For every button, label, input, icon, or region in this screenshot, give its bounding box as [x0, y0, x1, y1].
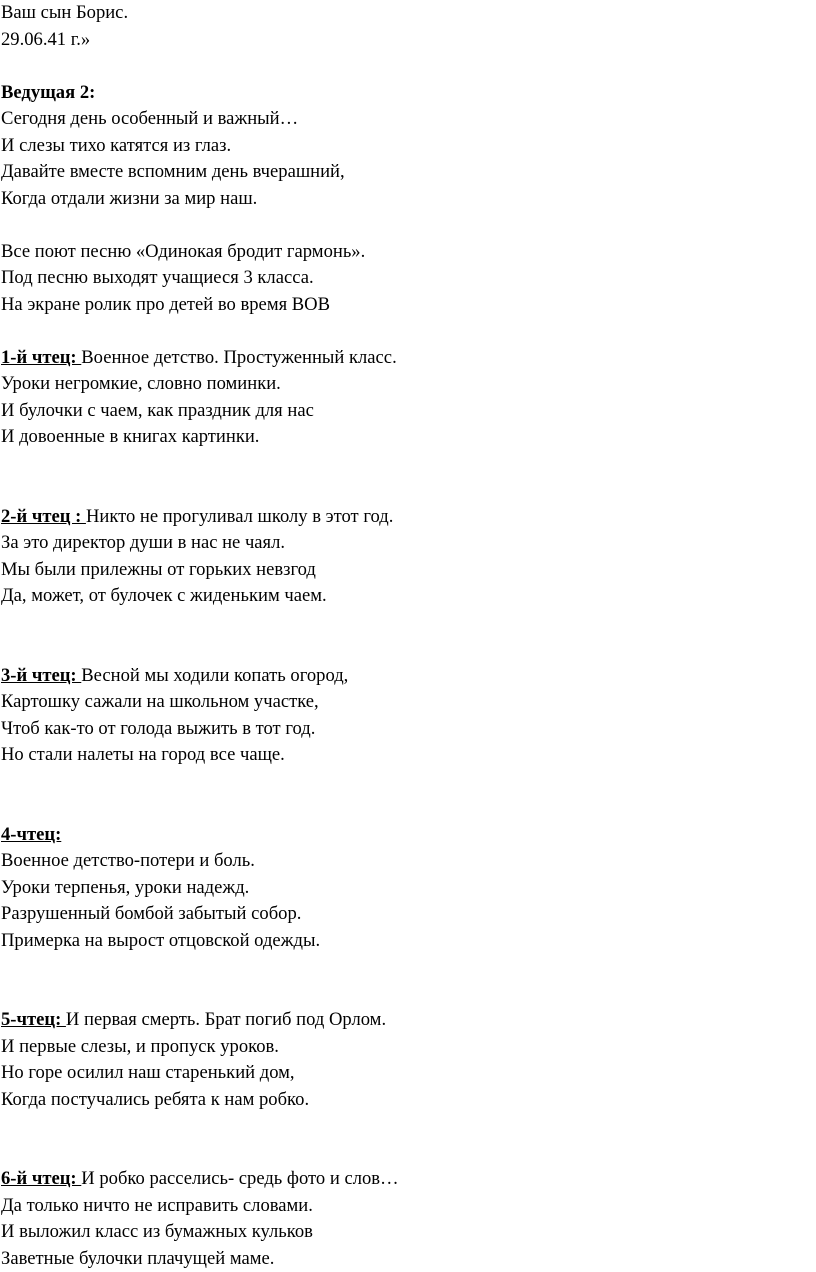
spacer [1, 954, 816, 981]
stage-direction: На экране ролик про детей во время ВОВ [1, 292, 816, 319]
verse-line: И довоенные в книгах картинки. [1, 424, 816, 451]
stage-direction: Под песню выходят учащиеся 3 класса. [1, 265, 816, 292]
spacer [1, 477, 816, 504]
verse-line: Но горе осилил наш старенький дом, [1, 1060, 816, 1087]
reader-2-label: 2-й чтец : [1, 506, 86, 527]
verse-text: Весной мы ходили копать огород, [81, 665, 348, 686]
intro-line: 29.06.41 г.» [1, 27, 816, 54]
verse-line: Давайте вместе вспомним день вчерашний, [1, 159, 816, 186]
reader-4-label-line [1, 822, 816, 849]
spacer [1, 769, 816, 796]
reader-1-label: 1-й чтец: [1, 347, 81, 368]
reader-1-first-line [1, 345, 816, 372]
reader-4-label: 4-чтец: [1, 824, 61, 845]
spacer [1, 610, 816, 637]
intro-line: Ваш сын Борис. [1, 0, 816, 27]
verse-line: Мы были прилежны от горьких невзгод [1, 557, 816, 584]
spacer [1, 1113, 816, 1140]
reader-3-first-line [1, 663, 816, 690]
verse-text: Никто не прогуливал школу в этот год. [86, 506, 393, 527]
reader-5-first-line [1, 1007, 816, 1034]
verse-line: И первые слезы, и пропуск уроков. [1, 1034, 816, 1061]
reader-6-label: 6-й чтец: [1, 1168, 81, 1189]
spacer [1, 53, 816, 80]
verse-line: Разрушенный бомбой забытый собор. [1, 901, 816, 928]
reader-3-label: 3-й чтец: [1, 665, 81, 686]
verse-line: Сегодня день особенный и важный… [1, 106, 816, 133]
verse-line: И слезы тихо катятся из глаз. [1, 133, 816, 160]
verse-text: И первая смерть. Брат погиб под Орлом. [66, 1009, 386, 1030]
verse-line: И булочки с чаем, как праздник для нас [1, 398, 816, 425]
verse-line: Заветные булочки плачущей маме. [1, 1246, 816, 1272]
spacer [1, 318, 816, 345]
verse-line: Когда отдали жизни за мир наш. [1, 186, 816, 213]
stage-direction: Все поют песню «Одинокая бродит гармонь». [1, 239, 816, 266]
verse-line: Но стали налеты на город все чаще. [1, 742, 816, 769]
verse-line: Да, может, от булочек с жиденьким чаем. [1, 583, 816, 610]
spacer [1, 981, 816, 1008]
verse-line: Примерка на вырост отцовской одежды. [1, 928, 816, 955]
spacer [1, 795, 816, 822]
verse-line: Уроки негромкие, словно поминки. [1, 371, 816, 398]
reader-5-label: 5-чтец: [1, 1009, 66, 1030]
spacer [1, 212, 816, 239]
verse-line: Когда постучались ребята к нам робко. [1, 1087, 816, 1114]
host-label: Ведущая 2: [1, 80, 816, 107]
verse-text: Военное детство. Простуженный класс. [81, 347, 396, 368]
spacer [1, 636, 816, 663]
reader-6-first-line [1, 1166, 816, 1193]
spacer [1, 451, 816, 478]
reader-2-first-line [1, 504, 816, 531]
verse-line: Уроки терпенья, уроки надежд. [1, 875, 816, 902]
verse-line: Чтоб как-то от голода выжить в тот год. [1, 716, 816, 743]
verse-line: Картошку сажали на школьном участке, [1, 689, 816, 716]
verse-text: И робко расселись- средь фото и слов… [81, 1168, 398, 1189]
spacer [1, 1140, 816, 1167]
verse-line: За это директор души в нас не чаял. [1, 530, 816, 557]
verse-line: Военное детство-потери и боль. [1, 848, 816, 875]
verse-line: И выложил класс из бумажных кульков [1, 1219, 816, 1246]
verse-line: Да только ничто не исправить словами. [1, 1193, 816, 1220]
